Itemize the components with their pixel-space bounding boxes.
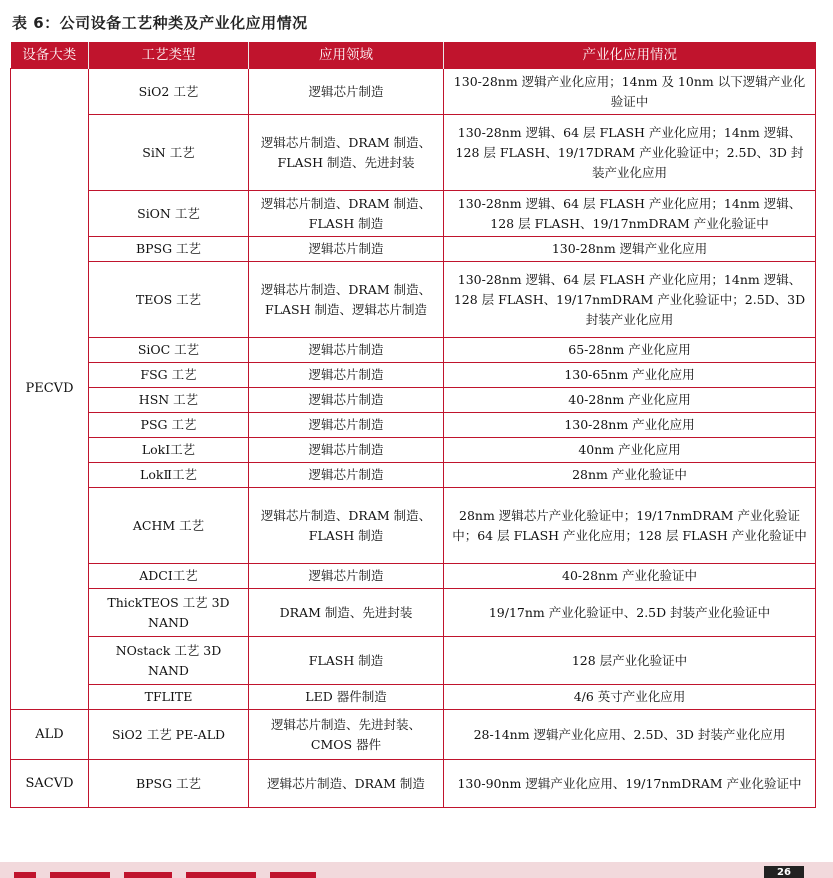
table-row bbox=[11, 69, 816, 115]
field-cell: 逻辑芯片制造、DRAM 制造、FLASH 制造、逻辑芯片制造 bbox=[249, 262, 444, 338]
field-cell: 逻辑芯片制造、DRAM 制造、FLASH 制造 bbox=[249, 488, 444, 564]
header-status: 产业化应用情况 bbox=[444, 42, 816, 69]
field-cell: DRAM 制造、先进封装 bbox=[249, 589, 444, 637]
process-cell: SiOC 工艺 bbox=[89, 338, 249, 363]
status-cell: 4/6 英寸产业化应用 bbox=[444, 685, 816, 710]
table-row bbox=[11, 685, 816, 710]
process-cell: SiN 工艺 bbox=[89, 115, 249, 191]
field-cell: 逻辑芯片制造 bbox=[249, 463, 444, 488]
status-cell: 40-28nm 产业化应用 bbox=[444, 388, 816, 413]
table-row bbox=[11, 589, 816, 637]
table-row bbox=[11, 115, 816, 191]
header-process: 工艺类型 bbox=[89, 42, 249, 69]
field-cell: 逻辑芯片制造 bbox=[249, 237, 444, 262]
status-cell: 19/17nm 产业化验证中、2.5D 封装产业化验证中 bbox=[444, 589, 816, 637]
status-cell: 130-28nm 逻辑产业化应用；14nm 及 10nm 以下逻辑产业化验证中 bbox=[444, 69, 816, 115]
process-cell: TFLITE bbox=[89, 685, 249, 710]
process-cell: ThickTEOS 工艺 3D NAND bbox=[89, 589, 249, 637]
table-row bbox=[11, 413, 816, 438]
field-cell: 逻辑芯片制造、DRAM 制造、FLASH 制造、先进封装 bbox=[249, 115, 444, 191]
header-category: 设备大类 bbox=[11, 42, 89, 69]
process-cell: SiO2 工艺 PE-ALD bbox=[89, 710, 249, 760]
status-cell: 130-90nm 逻辑产业化应用、19/17nmDRAM 产业化验证中 bbox=[444, 760, 816, 808]
status-cell: 28nm 产业化验证中 bbox=[444, 463, 816, 488]
table-row bbox=[11, 388, 816, 413]
field-cell: 逻辑芯片制造 bbox=[249, 338, 444, 363]
table-row bbox=[11, 438, 816, 463]
table-row bbox=[11, 338, 816, 363]
table-header-row bbox=[11, 42, 816, 69]
category-cell: SACVD bbox=[11, 760, 89, 808]
table-row bbox=[11, 710, 816, 760]
process-cell: FSG 工艺 bbox=[89, 363, 249, 388]
status-cell: 130-65nm 产业化应用 bbox=[444, 363, 816, 388]
field-cell: 逻辑芯片制造、先进封装、CMOS 器件 bbox=[249, 710, 444, 760]
category-cell: PECVD bbox=[11, 69, 89, 710]
field-cell: FLASH 制造 bbox=[249, 637, 444, 685]
field-cell: 逻辑芯片制造 bbox=[249, 438, 444, 463]
field-cell: 逻辑芯片制造、DRAM 制造、FLASH 制造 bbox=[249, 191, 444, 237]
process-cell: TEOS 工艺 bbox=[89, 262, 249, 338]
status-cell: 130-28nm 逻辑、64 层 FLASH 产业化应用；14nm 逻辑、128 层 FLASH、19/17nmDRAM 产业化验证中 bbox=[444, 191, 816, 237]
footer-decoration bbox=[14, 866, 374, 878]
table-body bbox=[11, 69, 816, 808]
process-cell: SiO2 工艺 bbox=[89, 69, 249, 115]
process-cell: ADCⅠ工艺 bbox=[89, 564, 249, 589]
process-cell: SiON 工艺 bbox=[89, 191, 249, 237]
field-cell: 逻辑芯片制造 bbox=[249, 413, 444, 438]
process-cell: LokⅡ工艺 bbox=[89, 463, 249, 488]
table-caption: 表 6：公司设备工艺种类及产业化应用情况 bbox=[12, 14, 308, 32]
table-row bbox=[11, 463, 816, 488]
table-row bbox=[11, 488, 816, 564]
process-cell: PSG 工艺 bbox=[89, 413, 249, 438]
field-cell: 逻辑芯片制造 bbox=[249, 363, 444, 388]
status-cell: 28-14nm 逻辑产业化应用、2.5D、3D 封装产业化应用 bbox=[444, 710, 816, 760]
status-cell: 128 层产业化验证中 bbox=[444, 637, 816, 685]
process-cell: BPSG 工艺 bbox=[89, 760, 249, 808]
process-cell: LokⅠ工艺 bbox=[89, 438, 249, 463]
status-cell: 130-28nm 逻辑、64 层 FLASH 产业化应用；14nm 逻辑、128 层 FLASH、19/17DRAM 产业化验证中；2.5D、3D 封装产业化应用 bbox=[444, 115, 816, 191]
process-table bbox=[10, 42, 816, 808]
table-row bbox=[11, 363, 816, 388]
table-row bbox=[11, 262, 816, 338]
status-cell: 40nm 产业化应用 bbox=[444, 438, 816, 463]
header-field: 应用领域 bbox=[249, 42, 444, 69]
process-cell: BPSG 工艺 bbox=[89, 237, 249, 262]
status-cell: 65-28nm 产业化应用 bbox=[444, 338, 816, 363]
page-number: 26 bbox=[764, 866, 804, 878]
table-row bbox=[11, 760, 816, 808]
field-cell: LED 器件制造 bbox=[249, 685, 444, 710]
table-row bbox=[11, 637, 816, 685]
field-cell: 逻辑芯片制造 bbox=[249, 388, 444, 413]
status-cell: 130-28nm 逻辑产业化应用 bbox=[444, 237, 816, 262]
process-cell: NOstack 工艺 3D NAND bbox=[89, 637, 249, 685]
field-cell: 逻辑芯片制造 bbox=[249, 564, 444, 589]
table-row bbox=[11, 237, 816, 262]
field-cell: 逻辑芯片制造 bbox=[249, 69, 444, 115]
table-row bbox=[11, 564, 816, 589]
field-cell: 逻辑芯片制造、DRAM 制造 bbox=[249, 760, 444, 808]
status-cell: 130-28nm 产业化应用 bbox=[444, 413, 816, 438]
table-row bbox=[11, 191, 816, 237]
process-cell: ACHM 工艺 bbox=[89, 488, 249, 564]
process-cell: HSN 工艺 bbox=[89, 388, 249, 413]
status-cell: 130-28nm 逻辑、64 层 FLASH 产业化应用；14nm 逻辑、128 层 FLASH、19/17nmDRAM 产业化验证中；2.5D、3D 封装产业化应用 bbox=[444, 262, 816, 338]
category-cell: ALD bbox=[11, 710, 89, 760]
status-cell: 28nm 逻辑芯片产业化验证中；19/17nmDRAM 产业化验证中；64 层 FLASH 产业化应用；128 层 FLASH 产业化验证中 bbox=[444, 488, 816, 564]
status-cell: 40-28nm 产业化验证中 bbox=[444, 564, 816, 589]
